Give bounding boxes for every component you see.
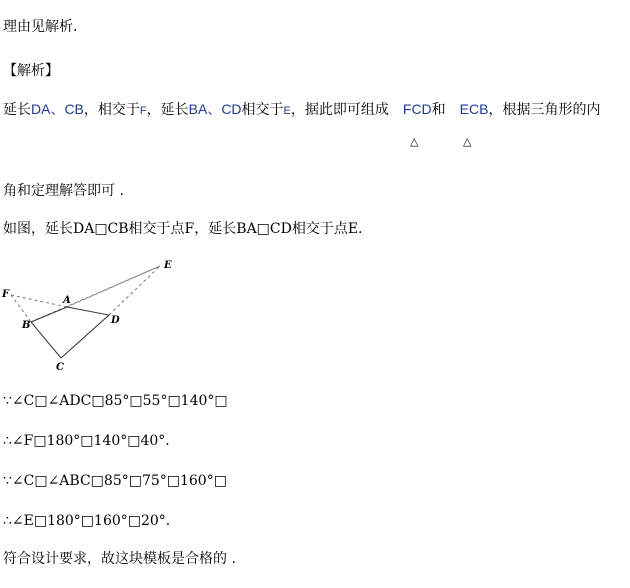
analysis-text: 延长 — [3, 102, 31, 118]
analysis-line-2: 角和定理解答即可 . — [3, 183, 124, 199]
point-e: E — [283, 105, 291, 117]
section-label: 【解析】 — [3, 63, 59, 79]
intro-text: 理由见解析. — [3, 19, 78, 35]
step-3: ∵∠C□∠ABC□85°□75°□160°□ — [3, 473, 227, 489]
triangle-fcd-name: FCD — [402, 101, 432, 117]
quadrilateral-abcd — [31, 307, 109, 358]
step-2: ∴∠F□180°□140°□40°. — [3, 433, 170, 449]
dashed-line-fa — [11, 295, 67, 307]
label-d: D — [111, 315, 120, 326]
analysis-text: ，相交于 — [83, 102, 140, 118]
analysis-line-1 — [3, 100, 600, 120]
analysis-text: ，根据三角形的内 — [488, 102, 601, 118]
label-a: A — [63, 295, 71, 306]
dashed-line-fb — [11, 295, 31, 322]
dashed-line-de — [109, 266, 160, 315]
label-e: E — [164, 260, 172, 271]
analysis-text: ，延长 — [146, 102, 189, 118]
solution-intro: 如图，延长DA□CB相交于点F，延长BA□CD相交于点E. — [3, 221, 363, 237]
label-c: C — [56, 362, 64, 373]
label-f: F — [2, 289, 10, 300]
triangle-symbol: △ — [410, 135, 419, 148]
point-f: F — [139, 105, 147, 117]
triangle-ecb-name: ECB — [459, 101, 489, 117]
segment-ba-cd: BA、CD — [188, 101, 242, 117]
label-b: B — [22, 320, 31, 331]
segment-da-cb: DA、CB — [31, 101, 84, 117]
analysis-text: 相交于 — [241, 102, 284, 118]
analysis-text: ，据此即可组成 — [290, 102, 389, 118]
triangle-symbol: △ — [463, 135, 472, 148]
analysis-text: 和 — [431, 102, 446, 118]
step-1: ∵∠C□∠ADC□85°□55°□140°□ — [3, 393, 228, 409]
step-4: ∴∠E□180°□160°□20°. — [3, 513, 171, 529]
geometry-diagram — [0, 255, 200, 375]
conclusion-text: 符合设计要求，故这块模板是合格的 . — [3, 551, 236, 567]
